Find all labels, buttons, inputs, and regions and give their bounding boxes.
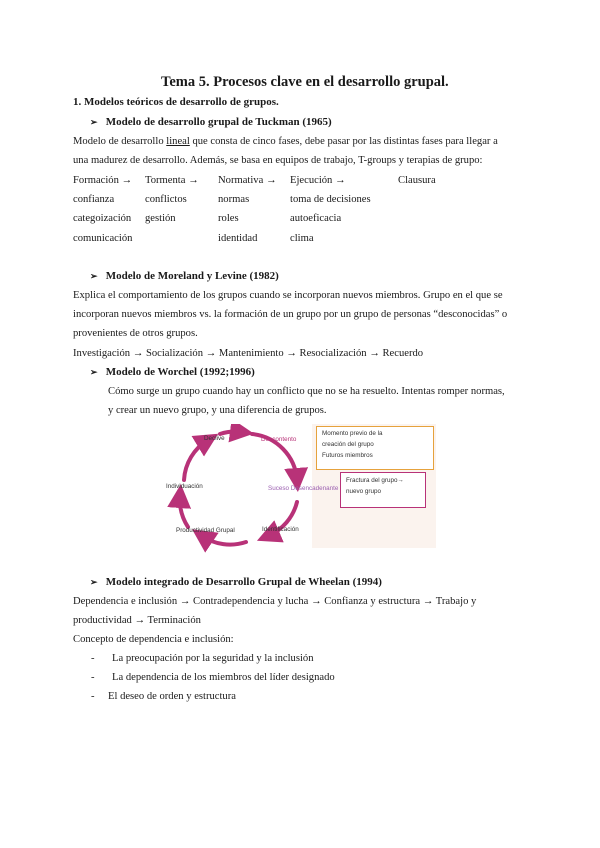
moreland-sequence: Investigación → Socialización → Mantenimiento → Resocialización → Recuerdo [73, 348, 424, 359]
table-cell: conflictos [145, 194, 187, 205]
note-line: Futuros miembros [322, 452, 373, 459]
diagram-label-productividad: Productividad Grupal [176, 527, 235, 534]
diagram-note-box [316, 426, 434, 470]
tuckman-paragraph-line2: una madurez de desarrollo. Además, se basa en equipos de trabajo, T-groups y terapias de grupo: [73, 155, 483, 166]
tuckman-text-underlined: lineal [166, 136, 190, 147]
section-heading: 1. Modelos teóricos de desarrollo de grupos. [73, 96, 279, 108]
table-header-cell: Tormenta → [145, 175, 199, 186]
diagram-note-box [340, 472, 426, 508]
table-cell: gestión [145, 213, 176, 224]
table-cell: confianza [73, 194, 115, 205]
wheelan-heading [90, 576, 382, 588]
wheelan-sequence-line2: productividad → Terminación [73, 615, 201, 626]
moreland-line: Explica el comportamiento de los grupos cuando se incorporan nuevos miembros. Grupo en el que se [73, 290, 503, 301]
table-cell: normas [218, 194, 250, 205]
note-line: Fractura del grupo→ [346, 477, 404, 484]
moreland-line: provenientes de otros grupos. [73, 328, 198, 339]
note-line: Momento previo de la [322, 430, 383, 437]
diagram-label-declive: Declive [204, 435, 225, 442]
table-header-cell: Clausura [398, 175, 436, 186]
list-dash: - [91, 672, 95, 683]
diagram-label-identificacion: Identificación [262, 526, 299, 533]
moreland-heading-text: Modelo de Moreland y Levine (1982) [105, 270, 279, 282]
table-cell: identidad [218, 233, 258, 244]
table-cell: comunicación [73, 233, 133, 244]
list-item: La preocupación por la seguridad y la inclusión [112, 653, 314, 664]
list-dash: - [91, 653, 95, 664]
worchel-heading [90, 366, 255, 378]
table-header-cell: Formación → [73, 175, 133, 186]
moreland-heading [90, 270, 279, 282]
table-cell: roles [218, 213, 239, 224]
cycle-arc [202, 536, 246, 545]
table-cell: clima [290, 233, 314, 244]
wheelan-sequence-line1: Dependencia e inclusión → Contradependencia y lucha → Confianza y estructura → Trabajo y [73, 596, 477, 607]
table-header-cell: Normativa → [218, 175, 277, 186]
note-line: creación del grupo [322, 441, 374, 448]
bullet-arrow-icon: ➢ [90, 367, 98, 377]
note-line: nuevo grupo [346, 488, 382, 495]
worchel-line: Cómo surge un grupo cuando hay un conflicto que no se ha resuelto. Intentas romper normas, [108, 386, 505, 397]
cycle-arc [220, 432, 242, 434]
list-item: La dependencia de los miembros del líder designado [112, 672, 335, 683]
tuckman-heading-text: Modelo de desarrollo grupal de Tuckman (1965) [105, 116, 332, 128]
worchel-line: y crear un nuevo grupo, y una diferencia de grupos. [108, 405, 327, 416]
tuckman-heading [90, 116, 332, 128]
diagram-label-suceso: Suceso Desencadenante [268, 485, 339, 492]
worchel-heading-text: Modelo de Worchel (1992;1996) [105, 366, 255, 378]
bullet-arrow-icon: ➢ [90, 117, 98, 127]
tuckman-text-pre: Modelo de desarrollo [73, 136, 167, 147]
moreland-line: incorporan nuevos miembros vs. la formación de un grupo por un grupo de personas “desconocidas” o [73, 309, 508, 320]
page-title: Tema 5. Procesos clave en el desarrollo grupal. [161, 74, 449, 90]
list-dash: - [91, 691, 95, 702]
table-header-cell: Ejecución → [290, 175, 346, 186]
table-cell: toma de decisiones [290, 194, 371, 205]
tuckman-text-post: que consta de cinco fases, debe pasar por las distintas fases para llegar a [189, 136, 498, 147]
wheelan-concept: Concepto de dependencia e inclusión: [73, 634, 234, 645]
bullet-arrow-icon: ➢ [90, 271, 98, 281]
wheelan-heading-text: Modelo integrado de Desarrollo Grupal de Wheelan (1994) [105, 576, 382, 588]
diagram-label-individuacion: Individuación [166, 483, 203, 490]
table-cell: categoización [73, 213, 132, 224]
cycle-arc [184, 440, 208, 480]
list-item: El deseo de orden y estructura [108, 691, 236, 702]
tuckman-paragraph-line1 [73, 136, 498, 147]
diagram-label-descontento: Descontento [261, 436, 297, 443]
table-cell: autoeficacia [290, 213, 342, 224]
cycle-arc [180, 496, 188, 527]
bullet-arrow-icon: ➢ [90, 577, 98, 587]
